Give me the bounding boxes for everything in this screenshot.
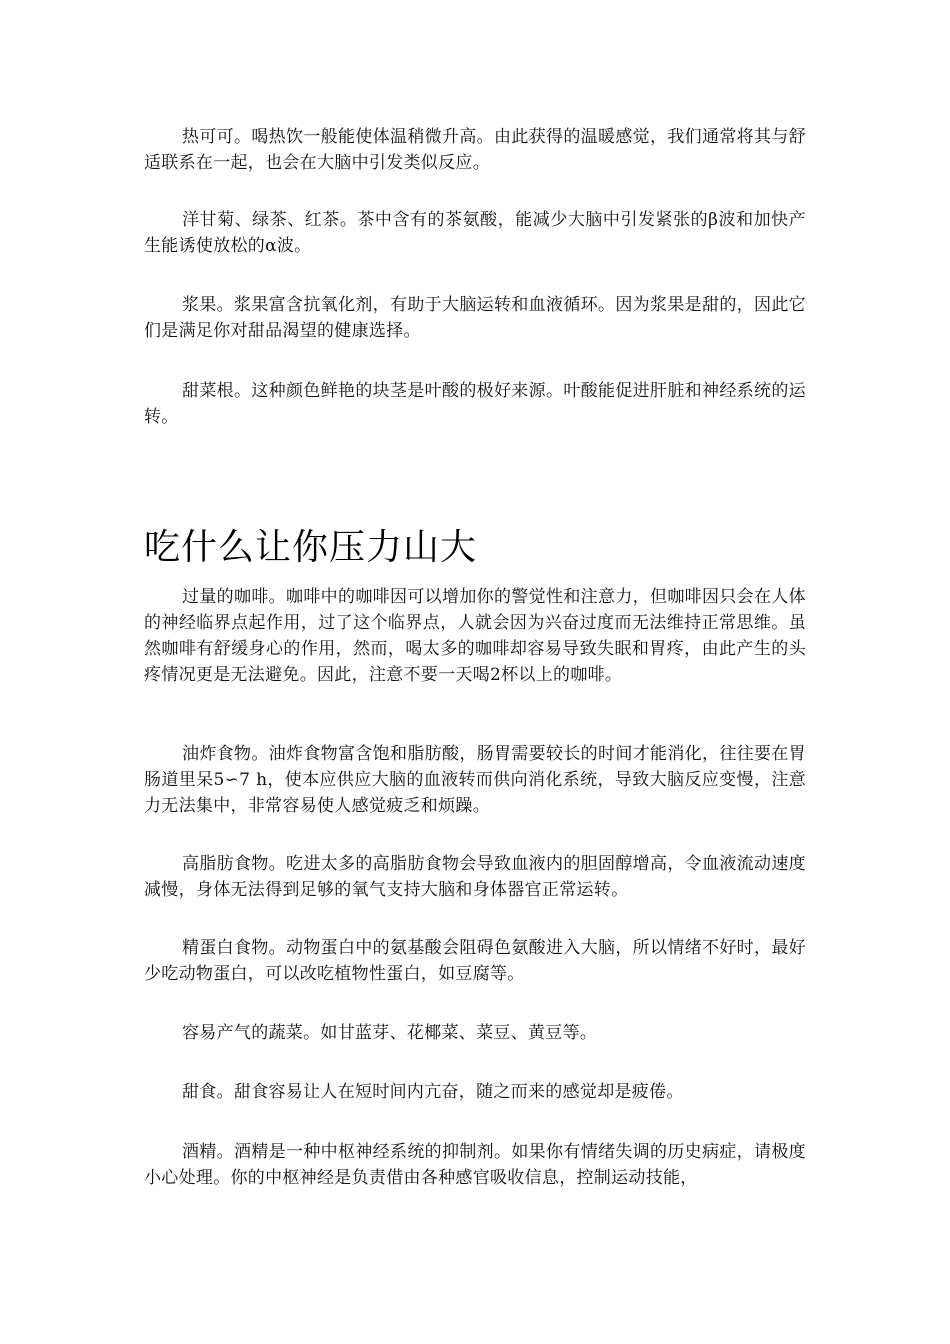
paragraph-protein: 精蛋白食物。动物蛋白中的氨基酸会阻碍色氨酸进入大脑，所以情绪不好时，最好少吃动物蛋白，可以改吃植物性蛋白，如豆腐等。 xyxy=(144,938,806,984)
paragraph-hot-cocoa: 热可可。喝热饮一般能使体温稍微升高。由此获得的温暖感觉，我们通常将其与舒适联系在一起，也会在大脑中引发类似反应。 xyxy=(144,127,806,173)
paragraph-beetroot: 甜菜根。这种颜色鲜艳的块茎是叶酸的极好来源。叶酸能促进肝脏和神经系统的运转。 xyxy=(144,381,806,427)
paragraph-fried-food: 油炸食物。油炸食物富含饱和脂肪酸，肠胃需要较长的时间才能消化，往往要在胃肠道里呆5∽7 h，使本应供应大脑的血液转而供向消化系统，导致大脑反应变慢，注意力无法集中，非常容易使人感觉疲乏和烦躁。 xyxy=(144,744,806,816)
paragraph-high-fat: 高脂肪食物。吃进太多的高脂肪食物会导致血液内的胆固醇增高，令血液流动速度减慢，身体无法得到足够的氧气支持大脑和身体器官正常运转。 xyxy=(144,854,806,900)
paragraph-alcohol: 酒精。酒精是一种中枢神经系统的抑制剂。如果你有情绪失调的历史病症，请极度小心处理。你的中枢神经是负责借由各种感官吸收信息，控制运动技能， xyxy=(144,1142,806,1188)
document-page xyxy=(144,0,806,1344)
paragraph-sweets: 甜食。甜食容易让人在短时间内亢奋，随之而来的感觉却是疲倦。 xyxy=(182,1082,684,1102)
section-heading: 吃什么让你压力山大 xyxy=(144,527,478,568)
paragraph-berries: 浆果。浆果富含抗氧化剂，有助于大脑运转和血液循环。因为浆果是甜的，因此它们是满足你对甜品渴望的健康选择。 xyxy=(144,295,806,341)
paragraph-tea: 洋甘菊、绿茶、红茶。茶中含有的茶氨酸，能减少大脑中引发紧张的β波和加快产生能诱使放松的α波。 xyxy=(144,210,806,256)
paragraph-gas-vegetables: 容易产气的蔬菜。如甘蓝芽、花椰菜、菜豆、黄豆等。 xyxy=(182,1023,598,1043)
paragraph-coffee: 过量的咖啡。咖啡中的咖啡因可以增加你的警觉性和注意力，但咖啡因只会在人体的神经临界点起作用，过了这个临界点，人就会因为兴奋过度而无法维持正常思维。虽然咖啡有舒缓身心的作用，然而，喝太多的咖啡却容易导致失眠和胃疼，由此产生的头疼情况更是无法避免。因此，注意不要一天喝2杯以上的咖啡。 xyxy=(144,587,806,685)
